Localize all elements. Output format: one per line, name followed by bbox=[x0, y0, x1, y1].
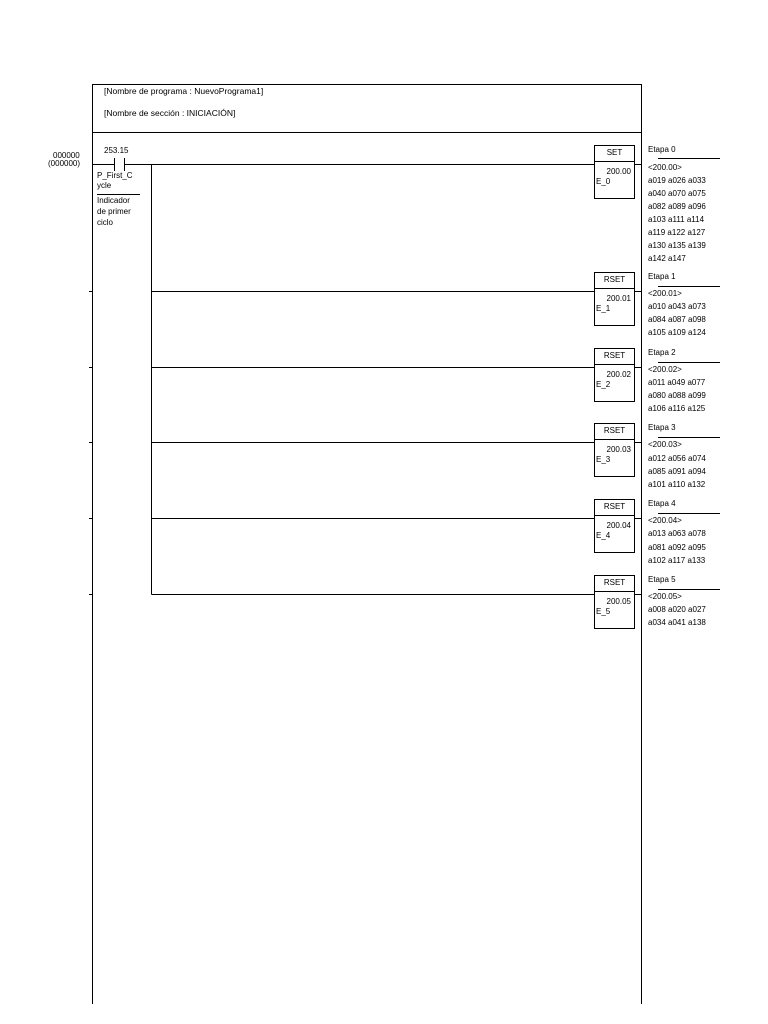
instruction-address: 200.02 bbox=[606, 370, 631, 379]
contact-comment-line2: de primer bbox=[97, 207, 131, 216]
rset-instruction-block[interactable] bbox=[594, 272, 635, 326]
rung-number[interactable]: 000000 bbox=[53, 151, 80, 160]
instruction-address: 200.05 bbox=[606, 597, 631, 606]
cross-ref-line: a082 a089 a096 bbox=[648, 202, 706, 211]
output-comment-5: Etapa 5 bbox=[648, 575, 676, 584]
contact-comment-line1: Indicador bbox=[97, 196, 130, 205]
instruction-address: 200.01 bbox=[606, 294, 631, 303]
cross-ref-line: a012 a056 a074 bbox=[648, 454, 706, 463]
cross-ref-line: a081 a092 a095 bbox=[648, 543, 706, 552]
output-operand-0: <200.00> bbox=[648, 163, 682, 172]
output-comment-2: Etapa 2 bbox=[648, 348, 676, 357]
cross-ref-line: a013 a063 a078 bbox=[648, 529, 706, 538]
instruction-symbol: E_3 bbox=[596, 455, 611, 464]
cross-ref-line: a008 a020 a027 bbox=[648, 605, 706, 614]
cross-ref-line: a105 a109 a124 bbox=[648, 328, 706, 337]
instruction-divider bbox=[595, 161, 634, 162]
rset-instruction-block[interactable] bbox=[594, 348, 635, 402]
cross-ref-line: a130 a135 a139 bbox=[648, 241, 706, 250]
instruction-name: RSET bbox=[603, 578, 626, 587]
instruction-symbol: E_4 bbox=[596, 531, 611, 540]
output-operand-2: <200.02> bbox=[648, 365, 682, 374]
rung-number-paren: (000000) bbox=[48, 159, 81, 168]
cross-ref-line: a119 a122 a127 bbox=[648, 228, 706, 237]
output-comment-4: Etapa 4 bbox=[648, 499, 676, 508]
output-operand-1: <200.01> bbox=[648, 289, 682, 298]
output-operand-3: <200.03> bbox=[648, 440, 682, 449]
output-comment-0: Etapa 0 bbox=[648, 145, 676, 154]
contact-address[interactable]: 253.15 bbox=[104, 146, 129, 155]
instruction-symbol: E_1 bbox=[596, 304, 611, 313]
output-operand-5: <200.05> bbox=[648, 592, 682, 601]
instruction-divider bbox=[595, 364, 634, 365]
instruction-divider bbox=[595, 515, 634, 516]
cross-ref-line: a080 a088 a099 bbox=[648, 391, 706, 400]
instruction-name: RSET bbox=[603, 426, 626, 435]
contact-symbol-line2: ycle bbox=[97, 181, 112, 190]
cross-ref-line: a142 a147 bbox=[648, 254, 686, 263]
instruction-symbol: E_0 bbox=[596, 177, 611, 186]
cross-ref-line: a101 a110 a132 bbox=[648, 480, 706, 489]
program-name: [Nombre de programa : NuevoPrograma1] bbox=[104, 86, 264, 96]
instruction-name: SET bbox=[606, 148, 623, 157]
rset-instruction-block[interactable] bbox=[594, 499, 635, 553]
instruction-divider bbox=[595, 439, 634, 440]
instruction-divider bbox=[595, 288, 634, 289]
output-comment-3: Etapa 3 bbox=[648, 423, 676, 432]
cross-ref-line: a019 a026 a033 bbox=[648, 176, 706, 185]
instruction-symbol: E_5 bbox=[596, 607, 611, 616]
contact-comment-line3: ciclo bbox=[97, 218, 114, 227]
rset-instruction-block[interactable] bbox=[594, 575, 635, 629]
cross-ref-line: a034 a041 a138 bbox=[648, 618, 706, 627]
section-name: [Nombre de sección : INICIACIÓN] bbox=[104, 108, 236, 118]
instruction-name: RSET bbox=[603, 502, 626, 511]
rset-instruction-block[interactable] bbox=[594, 423, 635, 477]
instruction-name: RSET bbox=[603, 275, 626, 284]
instruction-address: 200.03 bbox=[606, 445, 631, 454]
instruction-address: 200.04 bbox=[606, 521, 631, 530]
set-instruction-block[interactable] bbox=[594, 145, 635, 199]
cross-ref-line: a011 a049 a077 bbox=[648, 378, 706, 387]
cross-ref-line: a040 a070 a075 bbox=[648, 189, 706, 198]
output-comment-1: Etapa 1 bbox=[648, 272, 676, 281]
cross-ref-line: a084 a087 a098 bbox=[648, 315, 706, 324]
cross-ref-line: a085 a091 a094 bbox=[648, 467, 706, 476]
cross-ref-line: a103 a111 a114 bbox=[648, 215, 705, 224]
output-operand-4: <200.04> bbox=[648, 516, 682, 525]
instruction-divider bbox=[595, 591, 634, 592]
contact-symbol-line1: P_First_C bbox=[97, 171, 133, 180]
cross-ref-line: a102 a117 a133 bbox=[648, 556, 706, 565]
cross-ref-line: a010 a043 a073 bbox=[648, 302, 706, 311]
instruction-address: 200.00 bbox=[606, 167, 631, 176]
cross-ref-line: a106 a116 a125 bbox=[648, 404, 706, 413]
instruction-symbol: E_2 bbox=[596, 380, 611, 389]
instruction-name: RSET bbox=[603, 351, 626, 360]
